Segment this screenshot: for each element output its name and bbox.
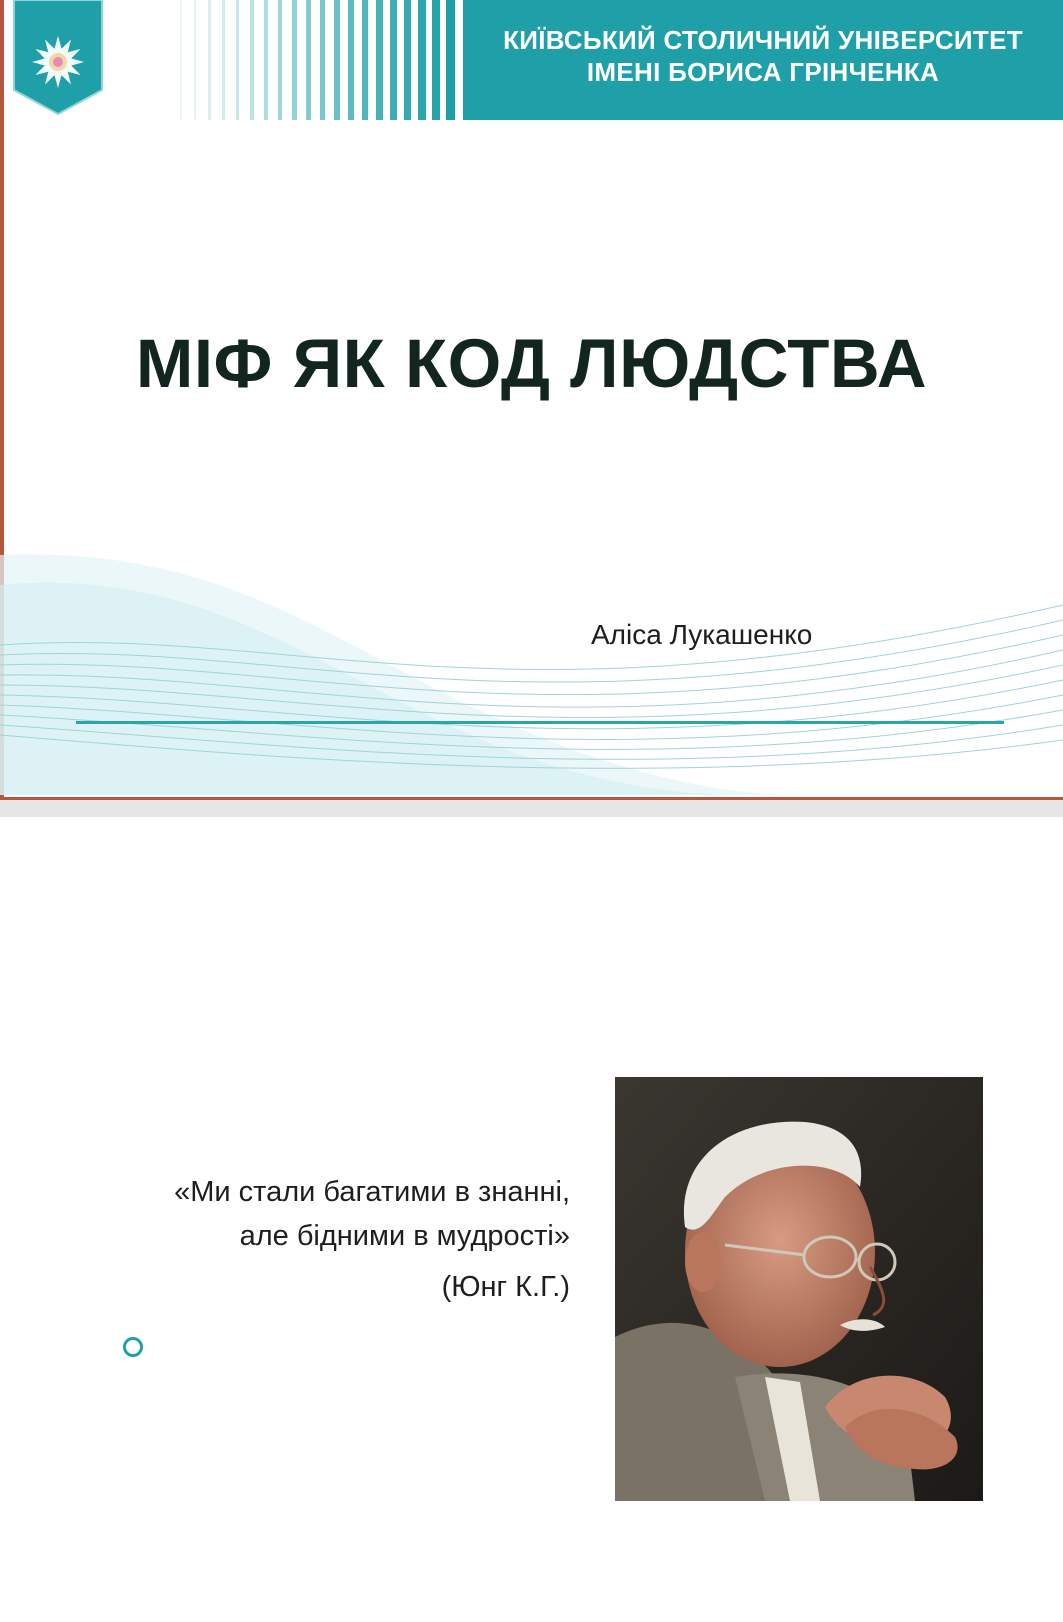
university-name-line2: ІМЕНІ БОРИСА ГРІНЧЕНКА (586, 57, 940, 87)
bullet-marker (123, 1337, 143, 1357)
quote-slide (0, 817, 1063, 1622)
author-name: Аліса Лукашенко (591, 619, 813, 650)
title-slide (0, 0, 1063, 800)
quote-attribution: (Юнг К.Г.) (441, 1271, 570, 1303)
quote-text (90, 1170, 570, 1258)
accent-divider (76, 721, 1004, 724)
university-logo (12, 0, 104, 116)
quote-line-1: «Ми стали багатими в знанні, (174, 1176, 570, 1208)
quote-line-2: але бідними в мудрості» (239, 1220, 570, 1252)
university-name (463, 24, 1063, 88)
header-stripes (180, 0, 463, 120)
decorative-waves (0, 545, 1063, 795)
bottom-accent-rule (0, 797, 1063, 800)
university-name-line1: КИЇВСЬКИЙ СТОЛИЧНИЙ УНІВЕРСИТЕТ (503, 25, 1023, 55)
presentation-title: МІФ ЯК КОД ЛЮДСТВА (135, 325, 928, 402)
portrait-photo (615, 1077, 983, 1501)
